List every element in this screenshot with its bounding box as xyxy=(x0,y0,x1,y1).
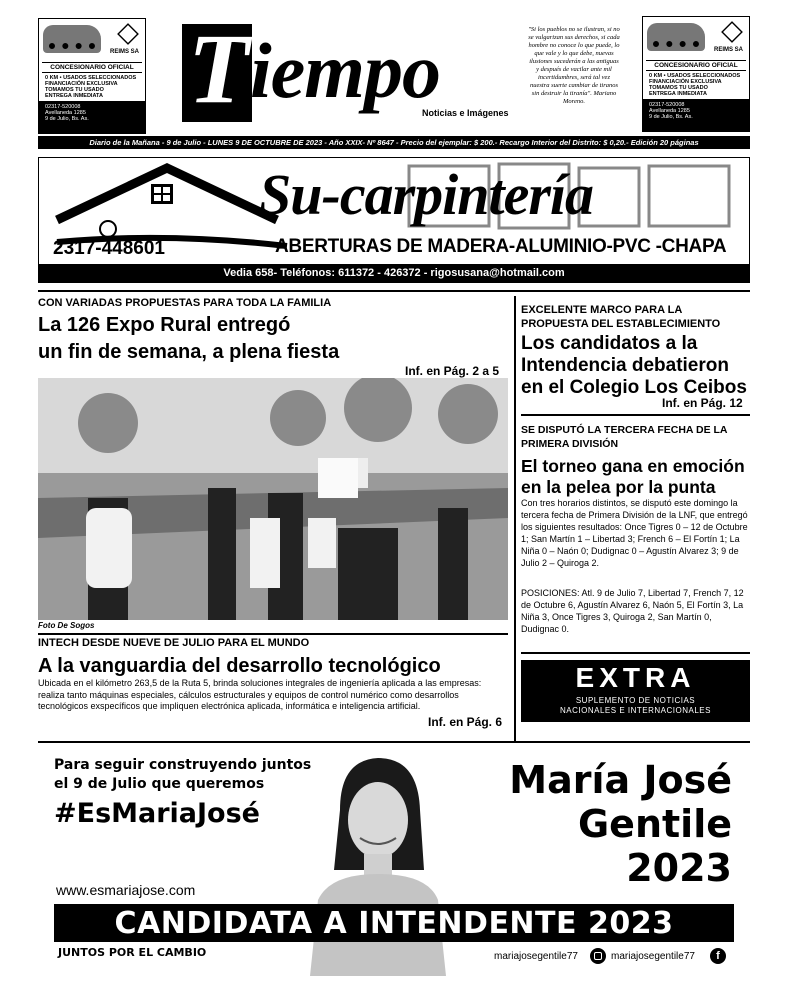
dealer-title: CONCESIONARIO OFICIAL xyxy=(646,60,746,71)
ad-banner: CANDIDATA A INTENDENTE 2023 xyxy=(54,904,734,942)
story4-headline: A la vanguardia del desarrollo tecnológico xyxy=(38,655,441,677)
dealer-item: FINANCIACIÓN EXCLUSIVA xyxy=(649,79,722,85)
instagram-icon xyxy=(590,948,606,964)
story3-headline-line-1: El torneo gana en emoción xyxy=(521,456,745,476)
dealer-city: 9 de Julio, Bs. As. xyxy=(649,114,693,120)
lead-headline-line-1: La 126 Expo Rural entregó xyxy=(38,314,291,336)
story3-body: Con tres horarios distintos, se disputó este domingo la tercera fecha de Primera División de la LNF, que entregó los siguientes resultados: Once Tigres 0 – 12 de Octubre 1; San Martín 1 – Libertad 3; French 6 – El Fortín 1; La Niña 0 – Naón 0; Dudignac 0 – Agustín Alvarez 3; 9 de Julio 2 – Quiroga 2. xyxy=(521,498,748,568)
ad-name-line-2: Gentile xyxy=(577,802,732,846)
ad-party: JUNTOS POR EL CAMBIO xyxy=(58,946,207,959)
extra-line-1: SUPLEMENTO DE NOTICIAS xyxy=(575,696,696,705)
dealer-item: ENTREGA INMEDIATA xyxy=(649,91,707,97)
ad-line-2: el 9 de Julio que queremos xyxy=(54,776,265,792)
dealer-items xyxy=(45,75,136,99)
carpentry-ad xyxy=(38,157,750,283)
dealer-address: Avellaneda 1285 xyxy=(45,110,86,116)
masthead-initial: T xyxy=(188,13,250,124)
ad-line-1: Para seguir construyendo juntos xyxy=(54,757,312,773)
carpentry-footer: Vedia 658- Teléfonos: 611372 - 426372 - rigosusana@hotmail.com xyxy=(38,264,750,282)
dealer-item: TOMAMOS TU USADO xyxy=(45,87,104,93)
extra-supplement xyxy=(521,660,750,722)
ad-instagram-handle: mariajosegentile77 xyxy=(494,951,578,962)
masthead-quote: "Si los pueblos no se ilustran, si no se vulgarizan sus derechos, si cada hombre no conoce lo que puede, lo que vale y lo que debe, nuevas ilusiones sucederán a las antiguas y después de vacilar ante mil incertidumbres, será tal vez nuestra suerte cambiar de tiranos sin destruir la tiranía". Mariano Moreno. xyxy=(528,26,620,105)
expo-photo xyxy=(38,378,508,620)
dateline: Diario de la Mañana - 9 de Julio - LUNES 9 DE OCTUBRE DE 2023 - Año XXIX- Nº 8647 - Precio del ejemplar: $ 200.- Recargo Interior del Distrito: $ 0,20.- Edición 20 páginas xyxy=(38,136,750,149)
dealer-phone: 02317-520008 xyxy=(649,102,685,108)
story2-kicker-line-2: PROPUESTA DEL ESTABLECIMIENTO xyxy=(521,318,721,330)
brand-logo-icon xyxy=(117,23,139,45)
masthead-subtitle: Noticias e Imágenes xyxy=(422,108,509,118)
ad-year: 2023 xyxy=(626,846,732,890)
candidate-portrait xyxy=(300,750,450,976)
dealer-brand: REIMS SA xyxy=(713,47,743,53)
story3-positions: POSICIONES: Atl. 9 de Julio 7, Libertad 7, French 7, 12 de Octubre 6, Agustín Alvarez 6, Naón 5, El Fortín 3, La Niña 3, Once Tigres 3, Quiroga 2, San Martín 0, Dudignac 0. xyxy=(521,588,744,634)
whatsapp-icon xyxy=(99,220,117,238)
crowd-scene xyxy=(38,378,508,620)
dealer-item: TOMAMOS TU USADO xyxy=(649,85,708,91)
facebook-icon: f xyxy=(710,948,726,964)
masthead-logo xyxy=(182,13,512,128)
dealer-item: FINANCIACIÓN EXCLUSIVA xyxy=(45,81,118,87)
dealer-item: 0 KM • USADOS SELECCIONADOS xyxy=(649,73,741,79)
dealer-items xyxy=(649,73,740,97)
photo-credit: Foto De Sogos xyxy=(38,621,95,630)
car-image xyxy=(43,25,101,53)
dealer-ad-right xyxy=(642,16,750,132)
dealer-item: ENTREGA INMEDIATA xyxy=(45,93,103,99)
lead-kicker: CON VARIADAS PROPUESTAS PARA TODA LA FAMILIA xyxy=(38,297,332,309)
story2-ref: Inf. en Pág. 12 xyxy=(662,396,743,410)
ad-hashtag: #EsMariaJosé xyxy=(54,798,260,829)
story4-body: Ubicada en el kilómetro 263,5 de la Ruta 5, brinda soluciones integrales de ingeniería aplicada a las empresas: realiza tanto máquinas especiales, cálculos estructurales y equipos de control numérico como desarrollos tecnológicos exspecíficos que impliquen electrónica aplicada, informática e inteligencia artificial. xyxy=(38,678,482,711)
story3-kicker-line-2: PRIMERA DIVISIÓN xyxy=(521,438,619,450)
car-image xyxy=(647,23,705,51)
story4-ref: Inf. en Pág. 6 xyxy=(428,715,503,729)
story3-kicker-line-1: SE DISPUTÓ LA TERCERA FECHA DE LA xyxy=(521,424,728,436)
story2-kicker-line-1: EXCELENTE MARCO PARA LA xyxy=(521,304,683,316)
lead-headline-line-2: un fin de semana, a plena fiesta xyxy=(38,341,340,363)
dealer-address: Avellaneda 1285 xyxy=(649,108,690,114)
story4-kicker: INTECH DESDE NUEVE DE JULIO PARA EL MUNDO xyxy=(38,637,310,649)
extra-title: EXTRA xyxy=(575,662,696,693)
dealer-city: 9 de Julio, Bs. As. xyxy=(45,116,89,122)
story2-headline-line-3: en el Colegio Los Ceibos xyxy=(521,377,747,398)
story2-headline-line-1: Los candidatos a la xyxy=(521,333,698,354)
story2-headline-line-2: Intendencia debatieron xyxy=(521,355,729,376)
dealer-phone: 02317-520008 xyxy=(45,104,81,110)
dealer-item: 0 KM • USADOS SELECCIONADOS xyxy=(45,75,137,81)
brand-logo-icon xyxy=(721,21,743,43)
lead-ref: Inf. en Pág. 2 a 5 xyxy=(405,364,500,378)
dealer-brand: REIMS SA xyxy=(109,49,139,55)
extra-line-2: NACIONALES E INTERNACIONALES xyxy=(560,706,711,715)
dealer-contact xyxy=(39,101,145,133)
carpentry-tagline: ABERTURAS DE MADERA-ALUMINIO-PVC -CHAPA xyxy=(275,236,727,257)
ad-facebook-handle: mariajosegentile77 xyxy=(611,951,695,962)
carpentry-name: Su-carpintería xyxy=(259,162,594,227)
story3-headline-line-2: en la pelea por la punta xyxy=(521,477,716,497)
dealer-contact xyxy=(643,99,749,131)
masthead-title: iempo xyxy=(250,27,440,114)
dealer-ad-left xyxy=(38,18,146,134)
dealer-title: CONCESIONARIO OFICIAL xyxy=(42,62,142,73)
ad-name-line-1: María José xyxy=(509,758,732,802)
carpentry-phone: 2317-448601 xyxy=(53,238,165,259)
ad-website: www.esmariajose.com xyxy=(56,882,196,898)
